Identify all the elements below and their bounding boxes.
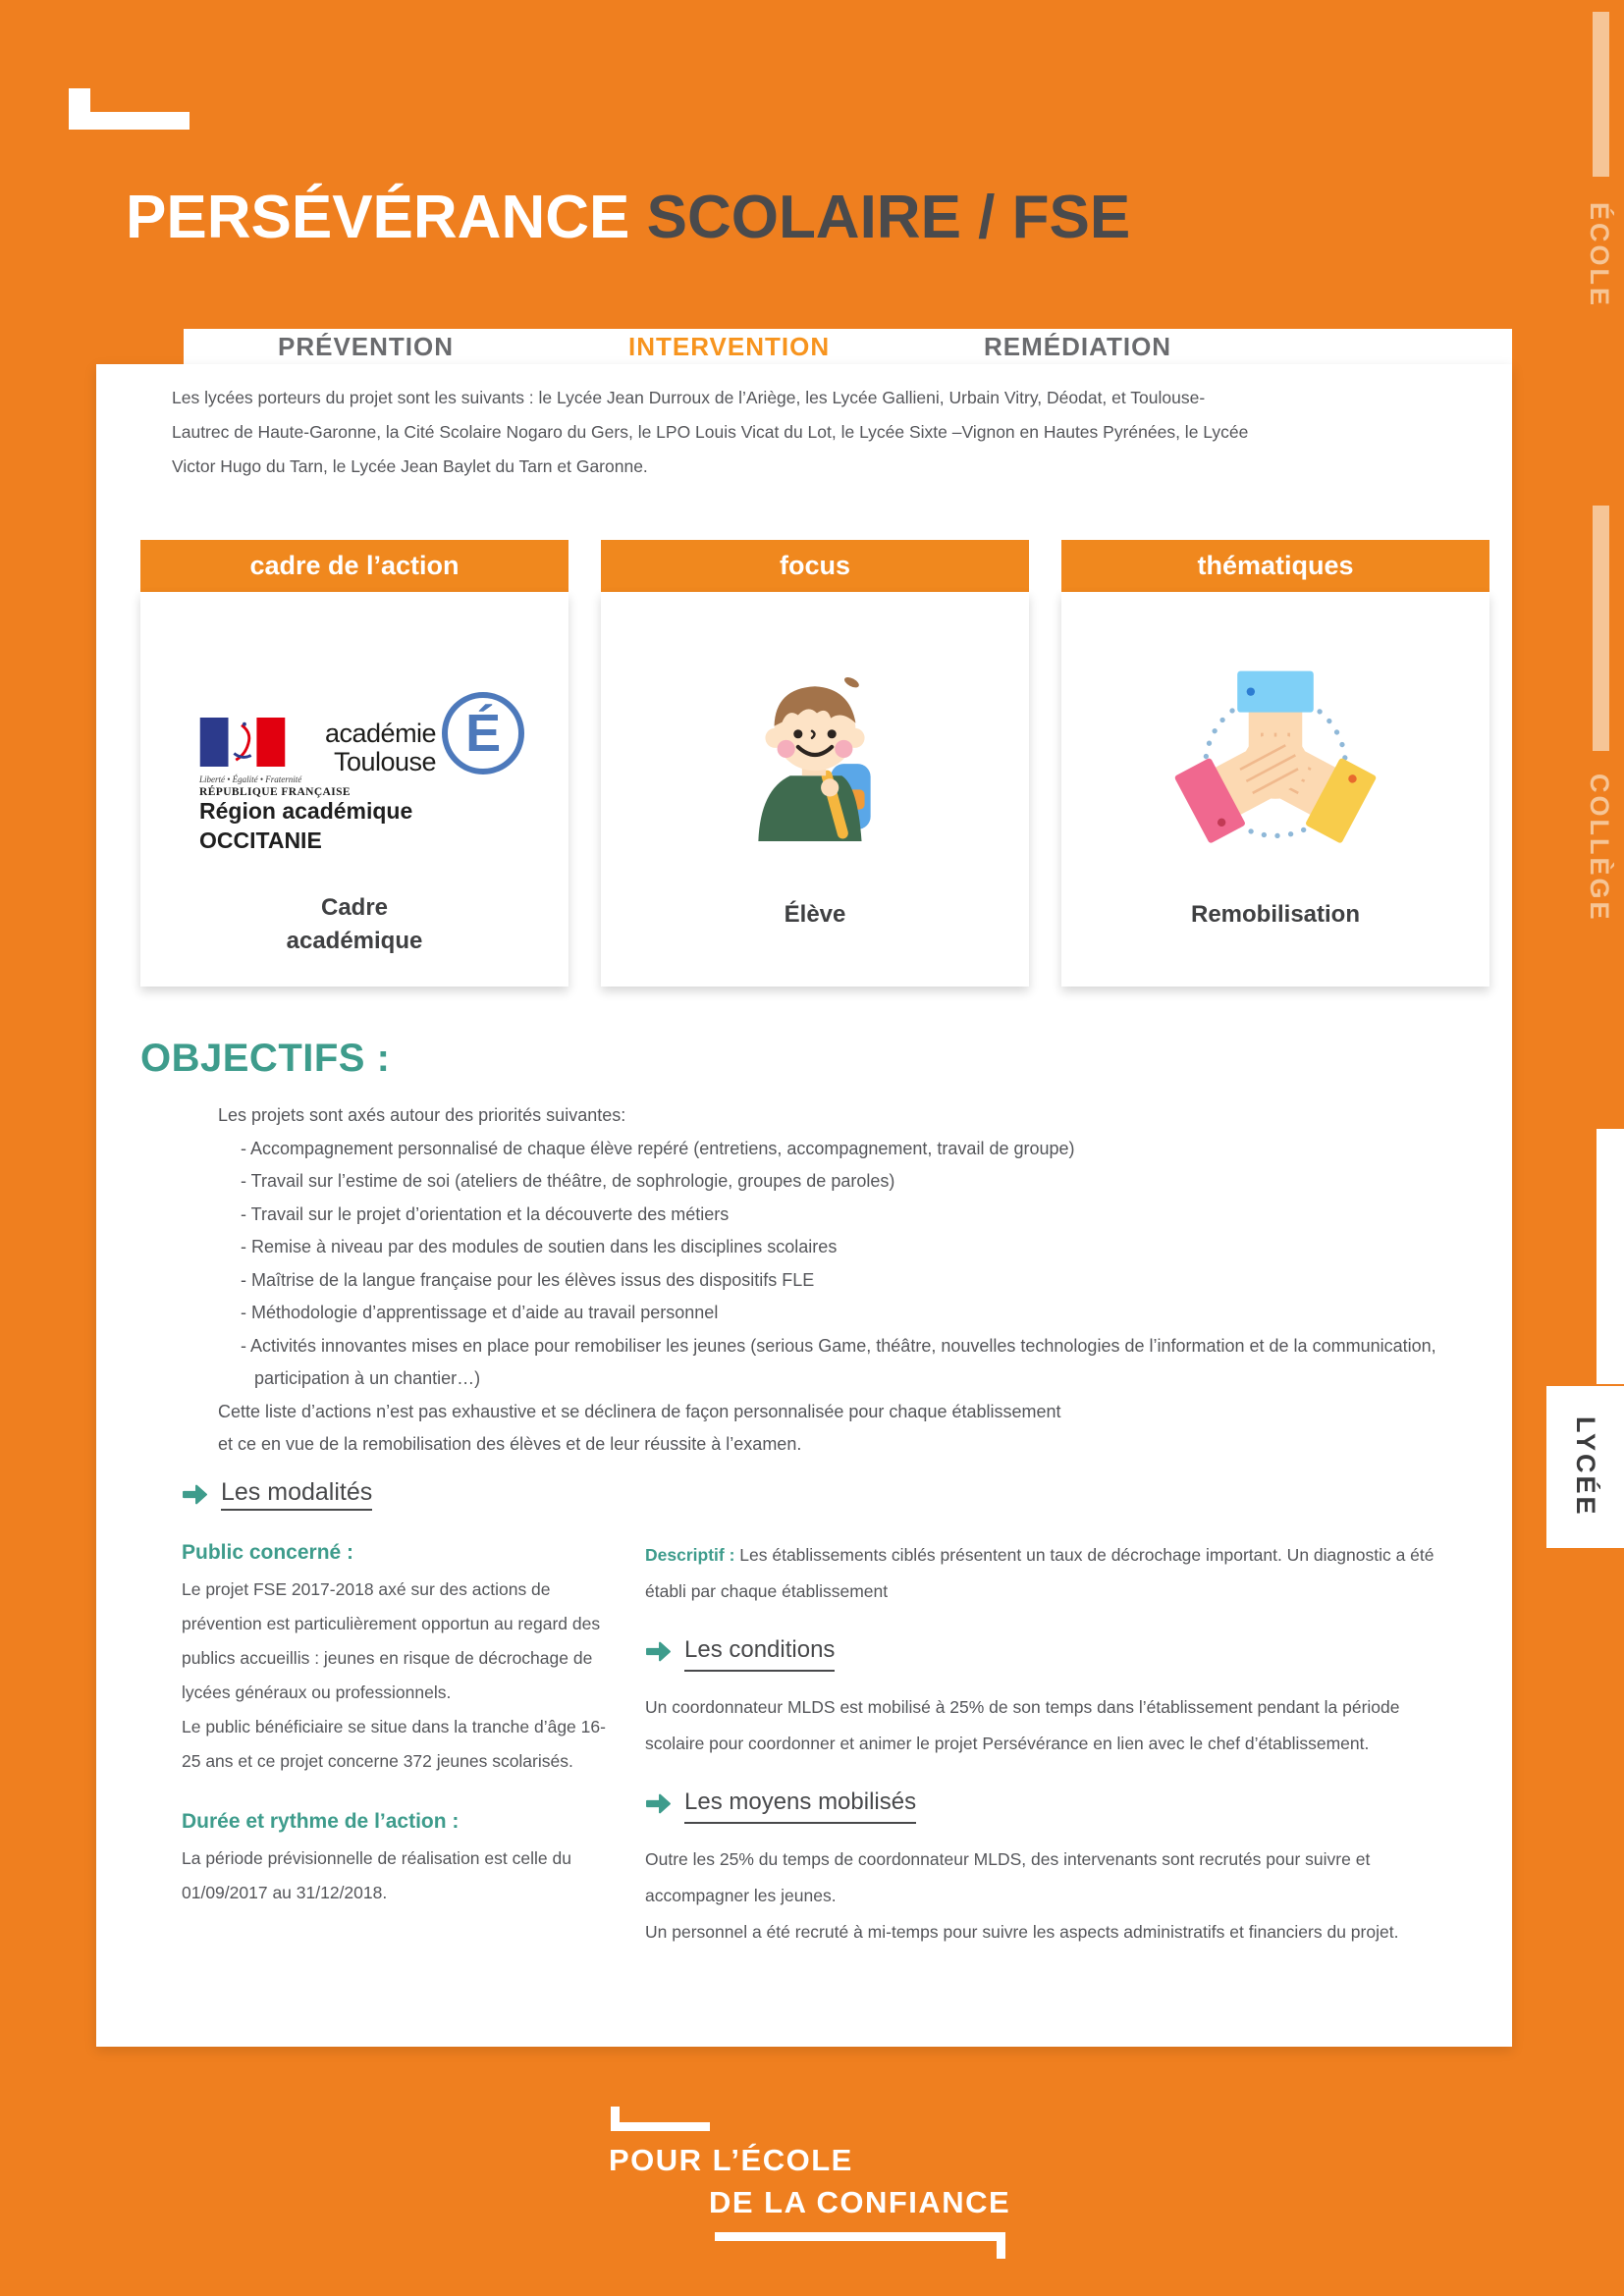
objectifs-item: - Remise à niveau par des modules de soutien dans les disciplines scolaires <box>241 1237 838 1256</box>
academie-line2: Toulouse <box>333 747 437 776</box>
footer-logo-line1: POUR L’ÉCOLE <box>609 2143 853 2177</box>
right-column <box>645 1537 1438 1950</box>
rail-label-ecole: ÉCOLE <box>1585 202 1614 309</box>
card-thematiques-body <box>1061 592 1489 987</box>
moyens-text2: Un personnel a été recruté à mi-temps pour suivre les aspects administratifs et financiers du projet. <box>645 1922 1399 1942</box>
card-cadre-body <box>140 592 568 987</box>
card-cadre-caption-line1: Cadre <box>320 894 389 921</box>
descriptif-text: Les établissements ciblés présentent un taux de décrochage important. Un diagnostic a été établi par chaque établissement <box>645 1545 1435 1601</box>
moyens-text1: Outre les 25% du temps de coordonnateur MLDS, des intervenants sont recrutés pour suivre et accompagner les jeunes. <box>645 1849 1371 1905</box>
academie-line1: académie <box>325 719 437 748</box>
objectifs-block <box>218 1099 1489 1462</box>
card-focus <box>601 540 1029 987</box>
arrow-icon <box>645 1638 672 1665</box>
bracket-decoration <box>611 2107 710 2131</box>
tab-intervention[interactable]: INTERVENTION <box>628 332 831 361</box>
objectifs-list <box>218 1133 1489 1396</box>
page-title <box>126 183 1130 252</box>
conditions-text: Un coordonnateur MLDS est mobilisé à 25% de son temps dans l’établissement pendant la période scolaire pour coordonner et animer le projet Persévérance en lien avec le chef d’établissement. <box>645 1697 1400 1753</box>
bracket-decoration <box>69 88 189 130</box>
ecole-confiance-logo <box>609 2107 1010 2259</box>
page-title-secondary: SCOLAIRE / FSE <box>629 184 1131 251</box>
duree-text: La période prévisionnelle de réalisation est celle du 01/09/2017 au 31/12/2018. <box>182 1848 571 1902</box>
tab-prevention[interactable]: PRÉVENTION <box>278 332 455 361</box>
objectifs-item: - Travail sur le projet d’orientation et la découverte des métiers <box>241 1203 730 1224</box>
rail-lycee-active-box <box>1546 1386 1624 1548</box>
card-cadre-caption <box>140 891 568 958</box>
intro-paragraph: Les lycées porteurs du projet sont les suivants : le Lycée Jean Durroux de l’Ariège, les Lycée Gallieni, Urbain Vitry, Déodat, et Toulouse-Lautrec de Haute-Garonne, la Cité Scolaire Nogaro du Gers, le LPO Louis Vicat du Lot, le Lycée Sixte –Vignon en Hautes Pyrénées, le Lycée Victor Hugo du Tarn, le Lycée Jean Baylet du Tarn et Garonne. <box>172 388 1249 476</box>
arrow-icon <box>182 1481 208 1508</box>
hands-together-icon <box>1172 657 1379 869</box>
objectifs-outro-line1: Cette liste d’actions n’est pas exhaustive et se déclinera de façon personnalisée pour chaque établissement <box>218 1401 1061 1421</box>
card-focus-body <box>601 592 1029 987</box>
public-concerne-text2: Le public bénéficiaire se situe dans la tranche d’âge 16-25 ans et ce projet concerne 372 jeunes scolarisés. <box>182 1717 606 1771</box>
moyens-heading <box>645 1784 1438 1824</box>
card-thematiques <box>1061 540 1489 987</box>
footer-logo-line2: DE LA CONFIANCE <box>709 2185 1011 2219</box>
tab-remediation[interactable]: REMÉDIATION <box>984 332 1172 361</box>
rail-bar-decoration <box>1593 506 1609 751</box>
rail-label-lycee: LYCÉE <box>1571 1416 1600 1518</box>
marianne-caption: RÉPUBLIQUE FRANÇAISE <box>199 786 352 798</box>
moyens-heading-label: Les moyens mobilisés <box>684 1784 916 1824</box>
objectifs-lead: Les projets sont axés autour des priorités suivantes: <box>218 1105 626 1125</box>
conditions-heading-label: Les conditions <box>684 1631 835 1672</box>
public-concerne-text1: Le projet FSE 2017-2018 axé sur des actions de prévention est particulièrement opportun au regard des publics accueillis : jeunes en risque de décrochage de lycées généraux ou professionnels. <box>182 1579 601 1702</box>
duree-label: Durée et rythme de l’action : <box>182 1810 460 1833</box>
objectifs-outro-line2: et ce en vue de la remobilisation des élèves et de leur réussite à l’examen. <box>218 1434 802 1454</box>
objectifs-item: - Accompagnement personnalisé de chaque élève repéré (entretiens, accompagnement, travail de groupe) <box>241 1138 1075 1158</box>
academie-toulouse-logo <box>325 672 524 776</box>
card-cadre-header: cadre de l’action <box>140 540 568 592</box>
republique-francaise-logo <box>199 718 352 798</box>
marianne-flag-icon <box>199 718 286 767</box>
region-academique-label <box>199 796 412 855</box>
card-focus-header: focus <box>601 540 1029 592</box>
modalites-heading <box>182 1478 372 1511</box>
card-cadre-action <box>140 540 568 987</box>
descriptif-paragraph <box>645 1537 1438 1610</box>
objectifs-heading: OBJECTIFS : <box>140 1037 391 1080</box>
objectifs-item: - Maîtrise de la langue française pour les élèves issus des dispositifs FLE <box>241 1269 815 1290</box>
card-focus-caption: Élève <box>784 901 846 928</box>
left-column <box>182 1537 610 1910</box>
conditions-heading <box>645 1631 1438 1672</box>
rail-bar-decoration <box>1597 1129 1624 1384</box>
rail-label-college: COLLÈGE <box>1585 774 1614 923</box>
objectifs-item: - Travail sur l’estime de soi (ateliers de théâtre, de sophrologie, groupes de paroles) <box>241 1171 895 1191</box>
rail-bar-decoration <box>1593 12 1609 177</box>
region-line2: OCCITANIE <box>199 828 322 853</box>
card-thematiques-caption: Remobilisation <box>1190 901 1361 928</box>
arrow-icon <box>645 1790 672 1817</box>
academie-logo-text <box>325 720 436 776</box>
descriptif-label: Descriptif : <box>645 1545 735 1565</box>
region-line1: Région académique <box>199 798 413 824</box>
student-icon <box>731 668 899 841</box>
public-concerne-label: Public concerné : <box>182 1541 354 1564</box>
bracket-decoration <box>715 2232 1005 2259</box>
marianne-motto: Liberté • Égalité • Fraternité <box>199 774 302 784</box>
objectifs-item: - Méthodologie d’apprentissage et d’aide au travail personnel <box>241 1303 719 1322</box>
card-cadre-caption-line2: académique <box>286 928 423 954</box>
academie-emblem-icon: É <box>442 692 524 774</box>
page-title-primary: PERSÉVÉRANCE <box>126 184 630 251</box>
modalites-heading-label: Les modalités <box>221 1478 372 1511</box>
card-thematiques-header: thématiques <box>1061 540 1489 592</box>
objectifs-item: - Activités innovantes mises en place pour remobiliser les jeunes (serious Game, théâtre, nouvelles technologies de l’information et de la communication, participation à un chantier…) <box>241 1335 1436 1388</box>
